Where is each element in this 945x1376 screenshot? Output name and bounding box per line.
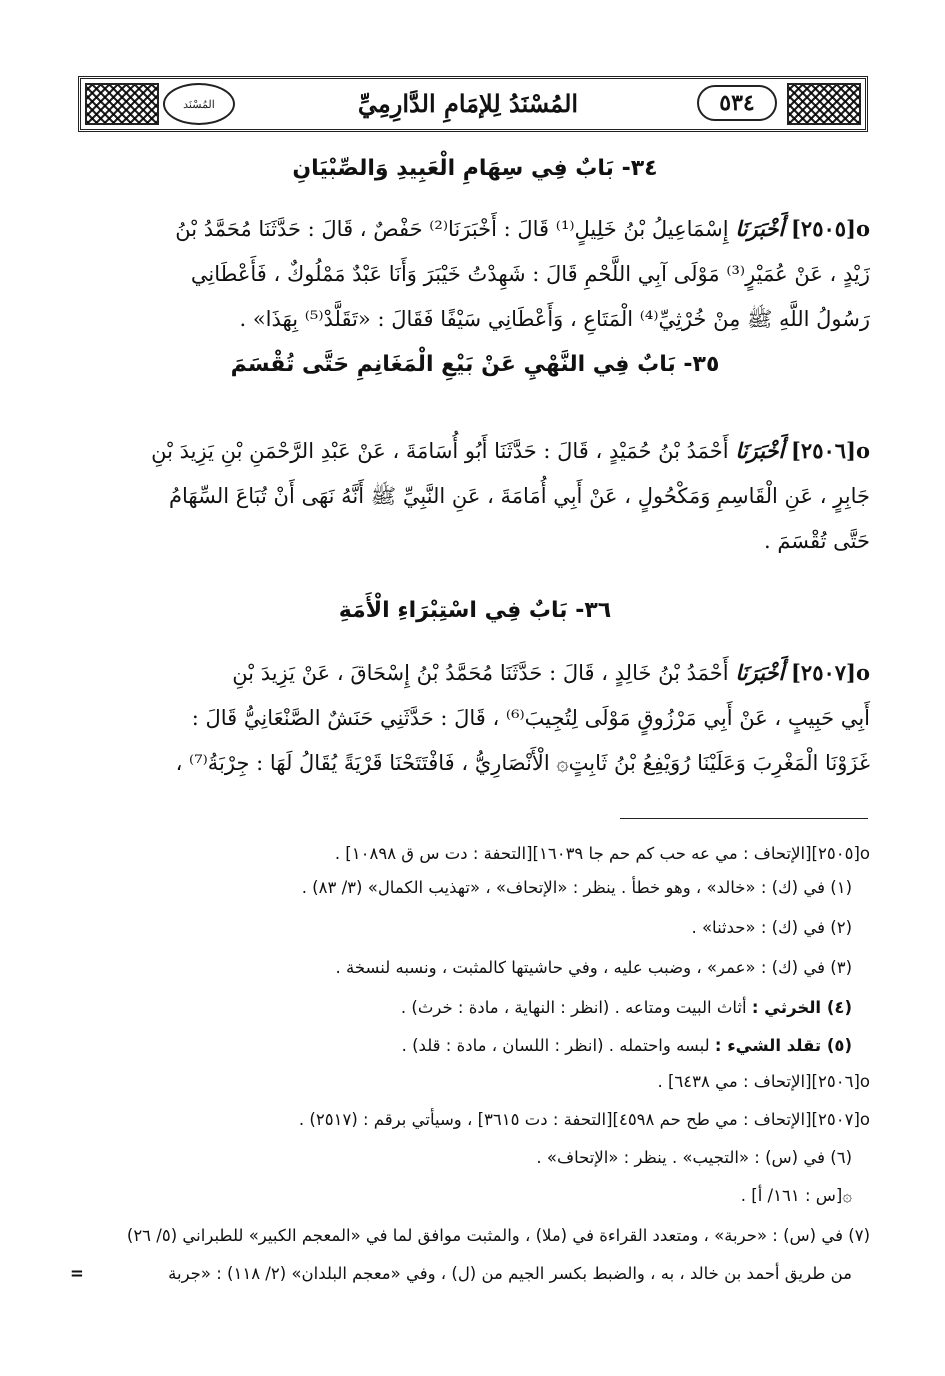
hadith-akhbarana: أَخْبَرَنَا (735, 438, 785, 463)
footnote: (٢) في (ك) : «حدثنا» . (691, 918, 852, 937)
book-seal-icon: المُسْنَد (163, 83, 235, 125)
chapter-title: ٣٦- بَابٌ فِي اسْتِبْرَاءِ الْأَمَةِ (338, 598, 612, 623)
footnote: (٤) الخرثي : أثاث البيت ومتاعه . (انظر : النهاية ، مادة : خرث) . (400, 998, 852, 1017)
hadith-block (80, 206, 870, 342)
hadith-akhbarana: أَخْبَرَنَا (735, 216, 785, 241)
hadith-line: o[٢٥٠٦] أَخْبَرَنَا أَحْمَدُ بْنُ حُمَيْدٍ ، قَالَ : حَدَّثَنَا أَبُو أُسَامَةَ ، عَنْ عَبْدِ الرَّحْمَنِ بْنِ يَزِيدَ بْنِ (151, 438, 870, 463)
footnote: (٣) في (ك) : «عمر» ، وضبب عليه ، وفي حاشيتها كالمثبت ، ونسبه لنسخة . (335, 958, 852, 977)
page-number: ٥٣٤ (697, 85, 777, 121)
footnote: ۞[س : ١٦١/ أ] . (740, 1186, 852, 1205)
footnote: (١) في (ك) : «خالد» ، وهو خطأ . ينظر : «الإتحاف» ، «تهذيب الكمال» (٣/ ٨٣) . (301, 878, 852, 897)
footnote: o[٢٥٠٥][الإتحاف : مي عه حب كم حم جا ١٦٠٣٩][التحفة : دت س ق ١٠٨٩٨] . (334, 844, 870, 863)
footnote: o[٢٥٠٦][الإتحاف : مي ٦٤٣٨] . (657, 1072, 870, 1091)
footnote: (٦) في (س) : «التجيب» . ينظر : «الإتحاف» . (536, 1148, 852, 1167)
book-title: المُسْنَدُ لِلإمَامِ الدَّارِمِيِّ (357, 88, 579, 118)
hadith-number: o[٢٥٠٦] (790, 438, 870, 463)
hadith-number: o[٢٥٠٧] (790, 660, 870, 685)
footnote-label: (٤) الخرثي : (751, 998, 852, 1017)
continuation-mark: = (70, 1264, 84, 1283)
hadith-line: جَابِرٍ ، عَنِ الْقَاسِمِ وَمَكْحُولٍ ، عَنْ أَبِي أُمَامَةَ ، عَنِ النَّبِيِّ ﷺ أَنَّهُ نَهَى أَنْ تُبَاعَ السِّهَامُ (169, 484, 870, 508)
chapter-title: ٣٥- بَابٌ فِي النَّهْيِ عَنْ بَيْعِ الْمَغَانِمِ حَتَّى تُقْسَمَ (230, 352, 720, 377)
hadith-line: زَيْدٍ ، عَنْ عُمَيْرٍ⁽³⁾ مَوْلَى آبِي اللَّحْمِ قَالَ : شَهِدْتُ خَيْبَرَ وَأَنَا عَبْدٌ مَمْلُوكٌ ، فَأَعْطَانِي (190, 262, 870, 286)
hadith-line: غَزَوْنَا الْمَغْرِبَ وَعَلَيْنَا رُوَيْفِعُ بْنُ ثَابِتٍ۞ الْأَنْصَارِيُّ ، فَافْتَتَحْنَا قَرْيَةً يُقَالُ لَهَا : جِرْبَةُ⁽⁷⁾ ، (175, 751, 870, 775)
hadith-akhbarana: أَخْبَرَنَا (735, 660, 785, 685)
header-ornament-right (787, 83, 861, 125)
page-header (78, 76, 868, 132)
footnote-continued: من طريق أحمد بن خالد ، به ، والضبط بكسر الجيم من (ل) ، وفي «معجم البلدان» (٢/ ١١٨) : «جربة = (70, 1264, 852, 1283)
hadith-number: o[٢٥٠٥] (790, 216, 870, 241)
hadith-block (80, 650, 870, 786)
footnote: o[٢٥٠٧][الإتحاف : مي طح حم ٤٥٩٨][التحفة : دت ٣٦١٥] ، وسيأتي برقم : (٢٥١٧) . (298, 1110, 870, 1129)
footnote: (٥) تقلد الشيء : لبسه واحتمله . (انظر : اللسان ، مادة : قلد) . (401, 1036, 852, 1055)
header-ornament-left (85, 83, 159, 125)
footnote-divider (620, 818, 868, 819)
hadith-line: أَبِي حَبِيبٍ ، عَنْ أَبِي مَرْزُوقٍ مَوْلَى لِتُجِيبَ⁽⁶⁾ ، قَالَ : حَدَّثَنِي حَنَشٌ الصَّنْعَانِيُّ قَالَ : (191, 706, 870, 730)
hadith-line: o[٢٥٠٧] أَخْبَرَنَا أَحْمَدُ بْنُ خَالِدٍ ، قَالَ : حَدَّثَنَا مُحَمَّدُ بْنُ إِسْحَاقَ ، عَنْ يَزِيدَ بْنِ (232, 660, 870, 685)
hadith-line: حَتَّى تُقْسَمَ . (763, 529, 870, 553)
footnote-label: (٥) تقلد الشيء : (714, 1036, 852, 1055)
hadith-line: رَسُولُ اللَّهِ ﷺ مِنْ خُرْثِيِّ⁽⁴⁾ الْمَتَاعِ ، وَأَعْطَانِي سَيْفًا فَقَالَ : «تَقَلَّدْ⁽⁵⁾ بِهَذَا» . (239, 307, 870, 331)
hadith-block (80, 428, 870, 564)
chapter-title: ٣٤- بَابٌ فِي سِهَامِ الْعَبِيدِ وَالصِّبْيَانِ (292, 156, 658, 181)
hadith-line: o[٢٥٠٥] أَخْبَرَنَا إِسْمَاعِيلُ بْنُ خَلِيلٍ⁽¹⁾ قَالَ : أَخْبَرَنَا⁽²⁾ حَفْصٌ ، قَالَ : حَدَّثَنَا مُحَمَّدُ بْنُ (175, 216, 870, 241)
footnote: (٧) في (س) : «حربة» ، ومتعدد القراءة في (ملا) ، والمثبت موافق لما في «المعجم الكبير» للطبراني (٥/ ٢٦) (126, 1226, 870, 1245)
